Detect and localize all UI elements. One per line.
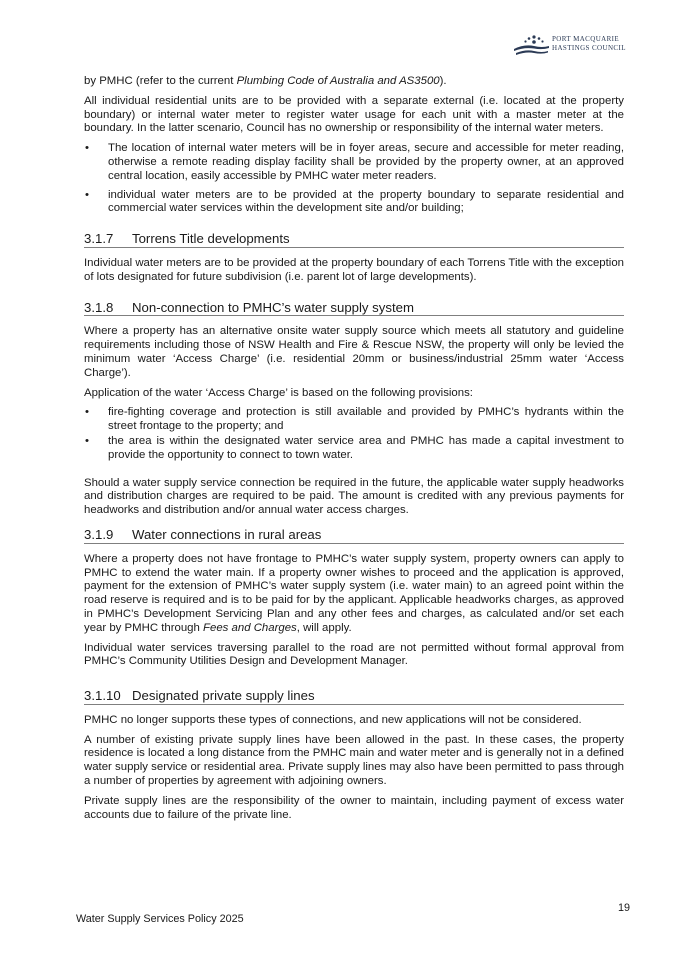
non-connection-paragraph: Where a property has an alternative onsite water supply source which meets all statutory and guideline requirements including those of NSW Health and Fire & Rescue NSW, the property will only be levied the minimum water ‘Access Charge’ (i.e. residential 20mm or business/industrial 25mm water ‘Access Charge’). [84, 325, 624, 379]
bullet-icon: • [85, 406, 89, 419]
meters-bullet-list [84, 142, 624, 216]
bullet-icon: • [85, 434, 89, 447]
page-content [84, 75, 624, 828]
access-charge-paragraph: Application of the water ‘Access Charge’ is based on the following provisions: [84, 386, 473, 399]
list-item-text: fire-fighting coverage and protection is still available and provided by PMHC’s hydrants within the street frontage to the property; and [108, 406, 624, 433]
responsibility-paragraph: Private supply lines are the responsibility of the owner to maintain, including payment of excess water accounts due to failure of the private line. [84, 794, 624, 821]
list-item-text: individual water meters are to be provided at the property boundary to separate residential and commercial water services within the development site and/or building; [108, 188, 624, 215]
logo-text-line2: HASTINGS COUNCIL [552, 43, 626, 52]
meters-paragraph: All individual residential units are to be provided with a separate external (i.e. located at the property boundary) or internal water meter to register water usage for each unit with a master meter at the boundary. In the latter scenario, Council has no ownership or responsibility of the internal water meters. [84, 94, 624, 135]
bullet-icon: • [85, 142, 89, 155]
council-logo [512, 33, 632, 57]
no-support-paragraph: PMHC no longer supports these types of connections, and new applications will not be considered. [84, 713, 582, 726]
section-heading-3-1-7 [84, 232, 624, 248]
section-number: 3.1.7 [84, 231, 114, 247]
footer-document-title: Water Supply Services Policy 2025 [76, 913, 244, 925]
rural-paragraph: Where a property does not have frontage to PMHC’s water supply system, property owners can apply to PMHC to extend the water main. If a property owner wishes to proceed and the application is approved, payment for the extension of PMHC’s water supply system (i.e. water main) to an agreed point within the road reserve is required and is to be paid for by the applicant. Applicable headworks charges, as approved in PMHC’s Development Servicing Plan and any other fees and charges, as calculated and/or set each year by PMHC through Fees and Charges, will apply. [84, 552, 624, 634]
parallel-services-paragraph: Individual water services traversing parallel to the road are not permitted without formal approval from PMHC’s Community Utilities Design and Development Manager. [84, 641, 624, 668]
section-heading-3-1-10 [84, 689, 624, 705]
list-item-text: the area is within the designated water service area and PMHC has made a capital investment to provide the opportunity to connect to town water. [108, 434, 624, 461]
list-item [84, 189, 624, 217]
list-item-text: The location of internal water meters will be in foyer areas, secure and accessible for meter reading, otherwise a remote reading display facility shall be provided by the property owner, at an approved central location, easily accessible by PMHC water meter readers. [108, 142, 624, 182]
existing-lines-paragraph: A number of existing private supply lines have been allowed in the past. In these cases, the property residence is located a long distance from the PMHC main and water meter and is generally not in a defined water supply service or residential area. Private supply lines may also have been permitted to pass through a number of properties by agreement with adjoining owners. [84, 733, 624, 788]
section-title: Non-connection to PMHC’s water supply system [132, 299, 414, 315]
section-number: 3.1.9 [84, 526, 114, 542]
access-charge-bullet-list [84, 406, 624, 462]
future-connection-paragraph: Should a water supply service connection be required in the future, the applicable water supply headworks and distribution charges are required to be paid. The amount is credited with any previous payments for headworks and distribution and/or annual water access charges. [84, 476, 624, 517]
list-item [84, 406, 624, 434]
section-title: Water connections in rural areas [132, 526, 322, 542]
section-number: 3.1.10 [84, 688, 121, 704]
logo-text-line1: PORT MACQUARIE [552, 35, 620, 43]
section-title: Torrens Title developments [132, 231, 290, 247]
council-logo-icon [512, 33, 550, 57]
bullet-icon: • [85, 188, 89, 201]
torrens-paragraph: Individual water meters are to be provided at the property boundary of each Torrens Title with the exception of lots designated for future subdivision (i.e. parent lot of large developments). [84, 256, 624, 283]
list-item [84, 435, 624, 463]
intro-paragraph: by PMHC (refer to the current Plumbing Code of Australia and AS3500). [84, 75, 447, 87]
section-title: Designated private supply lines [132, 688, 315, 704]
list-item [84, 142, 624, 183]
section-heading-3-1-9 [84, 528, 624, 544]
section-heading-3-1-8 [84, 301, 624, 317]
page-number: 19 [617, 902, 630, 914]
section-number: 3.1.8 [84, 299, 114, 315]
